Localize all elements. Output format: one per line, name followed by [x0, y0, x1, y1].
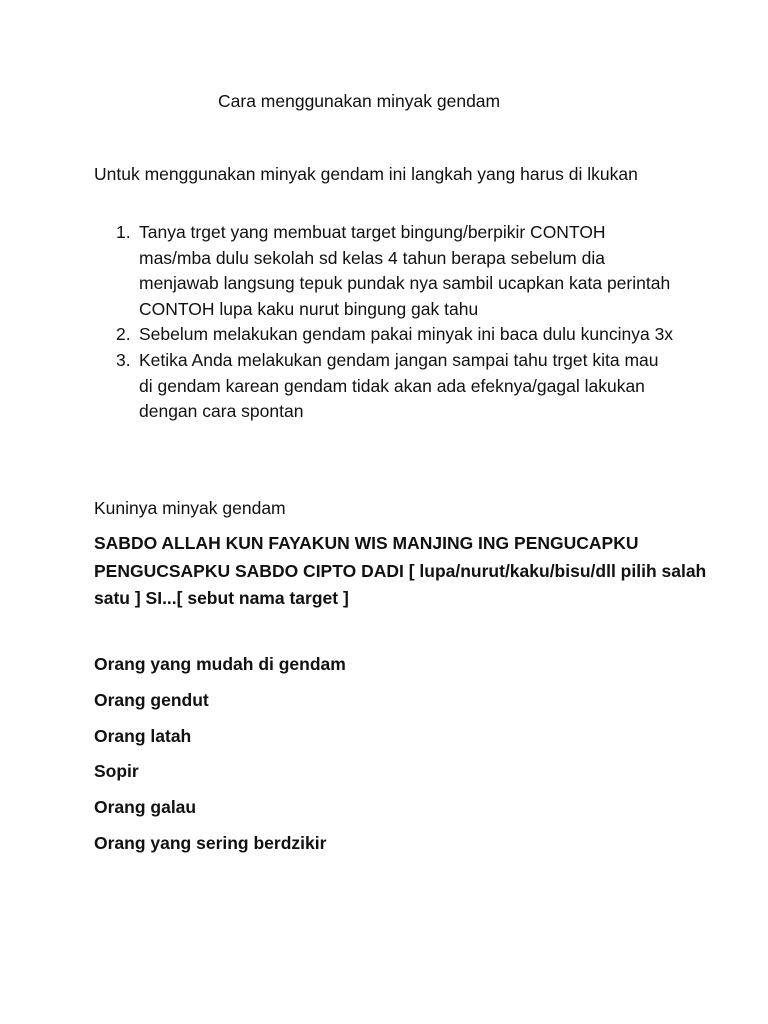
list-item: Sopir — [94, 761, 139, 782]
intro-paragraph: Untuk menggunakan minyak gendam ini langkah yang harus di lkukan — [94, 164, 638, 184]
step-text: Ketika Anda melakukan gendam jangan sampai tahu trget kita mau di gendam karean gendam tidak akan ada efeknya/gagal lakukan dengan cara spontan — [139, 349, 659, 422]
list-item: Orang yang sering berdzikir — [94, 832, 327, 853]
step-text: Sebelum melakukan gendam pakai minyak ini baca dulu kuncinya 3x — [139, 324, 674, 345]
targets-list — [94, 652, 346, 867]
document-title: Cara menggunakan minyak gendam — [218, 91, 501, 111]
list-item: Orang galau — [94, 797, 197, 818]
list-item — [94, 348, 674, 425]
step-text: Tanya trget yang membuat target bingung/berpikir CONTOH mas/mba dulu sekolah sd kelas 4 tahun berapa sebelum dia menjawab langsung tepuk pundak nya sambil ucapkan kata perintah CONTOH lupa kaku nurut bingung gak tahu — [139, 222, 671, 319]
list-item: Orang yang mudah di gendam — [94, 654, 346, 674]
list-item: Orang latah — [94, 725, 192, 746]
kunci-heading: Kuninya minyak gendam — [94, 498, 286, 518]
step-number: 1. — [116, 222, 131, 242]
list-item — [94, 322, 674, 348]
list-item — [94, 220, 674, 322]
list-item: Orang gendut — [94, 689, 209, 710]
steps-list — [94, 220, 674, 425]
mantra-paragraph: SABDO ALLAH KUN FAYAKUN WIS MANJING ING PENGUCAPKU PENGUCSAPKU SABDO CIPTO DADI [ lupa/nurut/kaku/bisu/dll pilih salah satu ] SI...[ sebut nama target ] — [94, 533, 707, 608]
step-number: 3. — [116, 349, 131, 370]
step-number: 2. — [116, 324, 131, 345]
